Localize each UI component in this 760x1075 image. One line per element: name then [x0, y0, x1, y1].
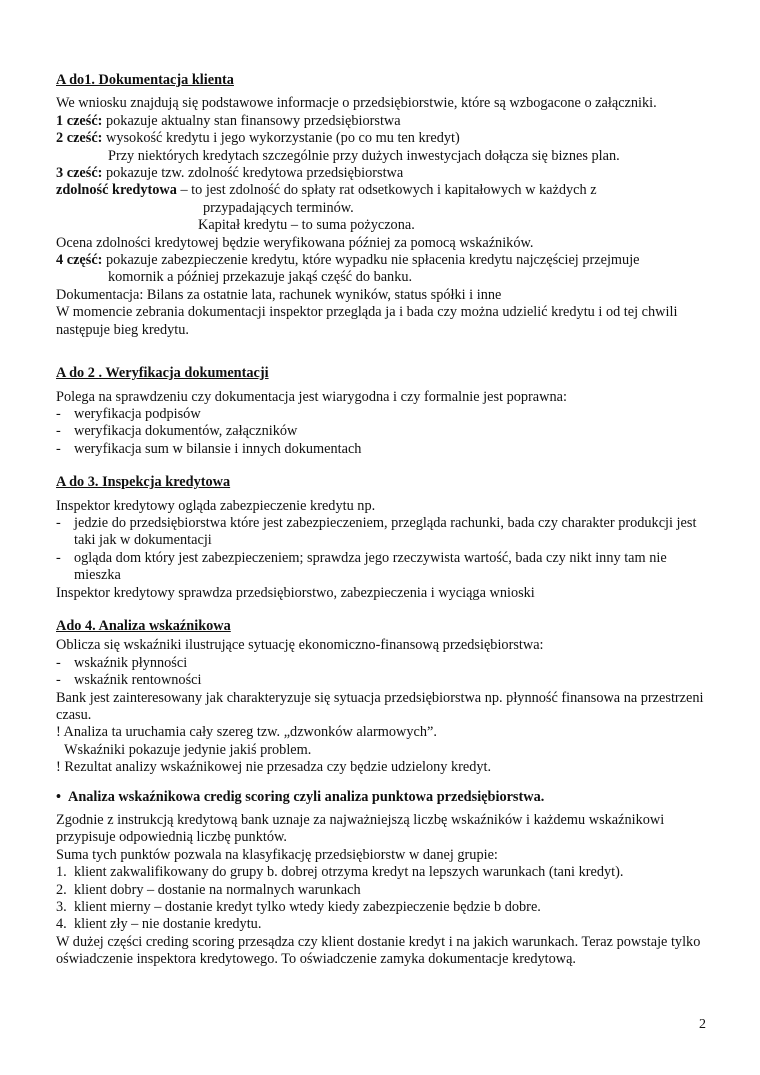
s1-part-2: [56, 130, 716, 147]
s1-part-2-sub: Przy niektórych kredytach szczególnie przy dużych inwestycjach dołącza się biznes plan.: [108, 147, 620, 164]
s4-intro: Oblicza się wskaźniki ilustrujące sytuację ekonomiczno-finansową przedsiębiorstwa:: [56, 637, 544, 654]
s1-part-2-label: 2 cześć:: [56, 130, 103, 147]
s1-part-3-text: pokazuje tzw. zdolność kredytowa przedsiębiorstwa: [102, 165, 404, 182]
section-3-heading: A do 3. Inspekcja kredytowa: [56, 474, 231, 491]
list-item: - weryfikacja dokumentów, załączników: [56, 423, 298, 440]
s1-dokumentacja: Dokumentacja: Bilans za ostatnie lata, rachunek wyników, status spółki i inne: [56, 286, 502, 303]
section-4-heading: Ado 4. Analiza wskaźnikowa: [56, 617, 231, 634]
s1-part-4-text: pokazuje zabezpieczenie kredytu, które wypadku nie spłacenia kredytu najczęściej przejmuje: [102, 252, 640, 269]
list-item: - weryfikacja sum w bilansie i innych dokumentach: [56, 440, 362, 457]
s3-outro: Inspektor kredytowy sprawdza przedsiębiorstwo, zabezpieczenia i wyciąga wnioski: [56, 584, 535, 601]
s1-part-1-text: pokazuje aktualny stan finansowy przedsiębiorstwa: [102, 112, 401, 129]
s1-zdolnosc-label: zdolność kredytowa: [56, 182, 177, 199]
s1-part-2-text: wysokość kredytu i jego wykorzystanie (po co mu ten kredyt): [102, 130, 460, 147]
list-item: - wskaźnik płynności: [56, 654, 188, 671]
s1-ocena: Ocena zdolności kredytowej będzie weryfikowana później za pomocą wskaźników.: [56, 234, 534, 251]
s1-part-4-cont: komornik a później przekazuje jakąś część do banku.: [108, 269, 413, 286]
list-item: - ogląda dom który jest zabezpieczeniem; sprawdza jego rzeczywista wartość, bada czy nikt inny tam nie mieszka: [56, 549, 667, 584]
list-item: 4. klient zły – nie dostanie kredytu.: [56, 916, 262, 933]
s1-zdolnosc-text: – to jest zdolność do spłaty rat odsetkowych i kapitałowych w każdych z: [176, 182, 597, 199]
s3-intro: Inspektor kredytowy ogląda zabezpieczenie kredytu np.: [56, 497, 376, 514]
page-number: 2: [699, 1017, 706, 1032]
s5-intro: Zgodnie z instrukcją kredytową bank uznaje za najważniejszą liczbę wskaźników i każdemu wskaźnikowi przypisuje odpowiednią liczbę punktów.: [56, 812, 665, 846]
s4-wskazniki: Wskaźniki pokazuje jedynie jakiś problem.: [64, 741, 312, 758]
s5-suma: Suma tych punktów pozwala na klasyfikację przedsiębiorstw w danej grupie:: [56, 846, 498, 863]
list-item: 1. klient zakwalifikowany do grupy b. dobrej otrzyma kredyt na lepszych warunkach (tani kredyt).: [56, 864, 624, 881]
section-5-heading-text: Analiza wskaźnikowa credig scoring czyli analiza punktowa przedsiębiorstwa.: [68, 788, 545, 805]
bullet-icon: •: [56, 788, 62, 805]
s1-kapital: Kapitał kredytu – to suma pożyczona.: [198, 217, 415, 234]
list-item: - jedzie do przedsiębiorstwa które jest zabezpieczeniem, przegląda rachunki, bada czy charakter produkcji jest taki jak w dokumentacji: [56, 514, 697, 549]
section-1-heading: A do1. Dokumentacja klienta: [56, 72, 234, 88]
s1-part-1-label: 1 cześć:: [56, 112, 103, 129]
list-item: - weryfikacja podpisów: [56, 405, 201, 422]
s1-zdolnosc-cont: przypadających terminów.: [203, 199, 354, 216]
s4-alarm: ! Analiza ta uruchamia cały szereg tzw. „dzwonków alarmowych”.: [56, 724, 437, 741]
list-item: 2. klient dobry – dostanie na normalnych warunkach: [56, 881, 361, 898]
section-2-heading: A do 2 . Weryfikacja dokumentacji: [56, 365, 269, 382]
s4-bank: Bank jest zainteresowany jak charakteryzuje się sytuacja przedsiębiorstwa np. płynność finansowa na przestrzeni czasu.: [56, 689, 704, 723]
s1-part-3: [56, 165, 716, 182]
document-page: [56, 72, 716, 969]
s1-part-4-label: 4 część:: [56, 252, 103, 269]
section-5-heading: [56, 789, 716, 806]
s1-part-4: [56, 252, 716, 269]
list-item: - wskaźnik rentowności: [56, 672, 202, 689]
s1-part-3-label: 3 cześć:: [56, 165, 103, 182]
s1-zdolnosc: [56, 182, 716, 199]
s5-outro: W dużej części creding scoring przesądza czy klient dostanie kredyt i na jakich warunkach. Teraz powstaje tylko oświadczenie inspektora kredytowego. To oświadczenie zamyka dokumentacje kredytową.: [56, 933, 701, 968]
s1-part-1: [56, 113, 716, 130]
s4-rezultat: ! Rezultat analizy wskaźnikowej nie przesadza czy będzie udzielony kredyt.: [56, 759, 492, 776]
s1-moment: W momencie zebrania dokumentacji inspektor przegląda ja i bada czy można udzielić kredytu i od tej chwili następuje bieg kredytu.: [56, 304, 678, 338]
list-item: 3. klient mierny – dostanie kredyt tylko wtedy kiedy zabezpieczenie będzie b dobre.: [56, 899, 541, 916]
s2-intro: Polega na sprawdzeniu czy dokumentacja jest wiarygodna i czy formalnie jest poprawna:: [56, 388, 567, 405]
s1-intro: We wniosku znajdują się podstawowe informacje o przedsiębiorstwie, które są wzbogacone o załączniki.: [56, 95, 657, 112]
